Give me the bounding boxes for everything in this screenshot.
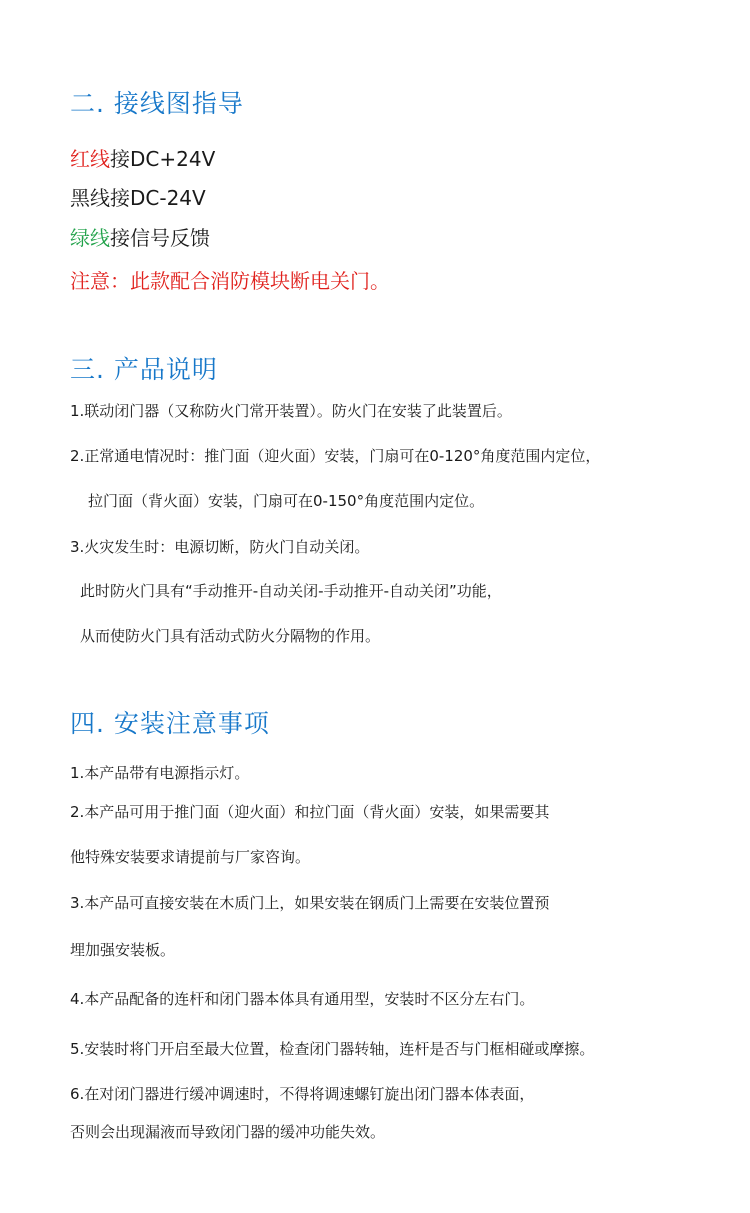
product-line-2: 2.正常通电情况时：推门面（迎火面）安装，门扇可在0-120°角度范围内定位，	[70, 447, 601, 465]
install-line-4: 3.本产品可直接安装在木质门上，如果安装在钢质门上需要在安装位置预	[70, 894, 550, 912]
green-wire-text: 接信号反馈	[110, 226, 210, 250]
product-line-6: 从而使防火门具有活动式防火分隔物的作用。	[80, 627, 381, 645]
install-line-5: 埋加强安装板。	[70, 941, 176, 959]
install-line-6: 4.本产品配备的连杆和闭门器本体具有通用型，安装时不区分左右门。	[70, 990, 535, 1008]
red-wire-label: 红线	[70, 147, 110, 171]
wiring-heading: 二. 接线图指导	[70, 89, 244, 118]
install-line-3: 他特殊安装要求请提前与厂家咨询。	[70, 848, 311, 866]
install-line-2: 2.本产品可用于推门面（迎火面）和拉门面（背火面）安装，如果需要其	[70, 803, 550, 821]
install-line-1: 1.本产品带有电源指示灯。	[70, 764, 250, 782]
wiring-note: 注意：此款配合消防模块断电关门。	[70, 269, 390, 293]
green-wire-label: 绿线	[70, 226, 110, 250]
install-line-7: 5.安装时将门开启至最大位置，检查闭门器转轴，连杆是否与门框相碰或摩擦。	[70, 1040, 595, 1058]
green-wire-line	[70, 222, 210, 251]
product-line-1: 1.联动闭门器（又称防火门常开装置）。防火门在安装了此装置后。	[70, 402, 512, 420]
install-heading: 四. 安装注意事项	[70, 709, 270, 738]
install-line-9: 否则会出现漏液而导致闭门器的缓冲功能失效。	[70, 1123, 386, 1141]
product-line-4: 3.火灾发生时：电源切断，防火门自动关闭。	[70, 538, 370, 556]
red-wire-text: 接DC+24V	[110, 147, 216, 171]
black-wire-line: 黑线接DC-24V	[70, 186, 206, 210]
product-line-5: 此时防火门具有“手动推开-自动关闭-手动推开-自动关闭”功能，	[80, 582, 502, 600]
red-wire-line	[70, 143, 215, 172]
product-heading: 三. 产品说明	[70, 355, 218, 384]
product-line-3: 拉门面（背火面）安装，门扇可在0-150°角度范围内定位。	[88, 492, 485, 510]
install-line-8: 6.在对闭门器进行缓冲调速时，不得将调速螺钉旋出闭门器本体表面，	[70, 1085, 535, 1103]
